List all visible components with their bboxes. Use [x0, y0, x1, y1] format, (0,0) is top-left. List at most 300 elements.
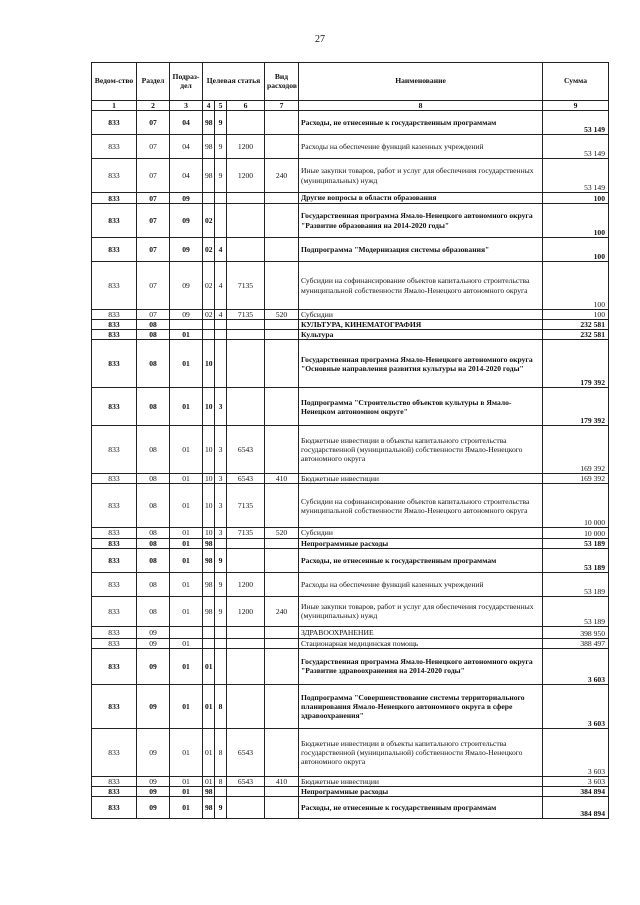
program-code-cell: 98 — [203, 111, 215, 135]
expense-type-cell — [265, 388, 299, 426]
program-code-cell: 01 — [203, 728, 215, 776]
podrazdel-cell: 01 — [170, 548, 203, 572]
sum-cell: 398 950 — [543, 626, 609, 638]
table-row — [92, 135, 609, 159]
vedomstvo-cell: 833 — [92, 135, 137, 159]
table-row — [92, 159, 609, 193]
name-cell: Другие вопросы в области образования — [299, 193, 543, 204]
table-row — [92, 330, 609, 340]
expense-type-cell: 520 — [265, 528, 299, 538]
direction-code-cell: 7135 — [227, 310, 265, 320]
vedomstvo-cell: 833 — [92, 484, 137, 528]
podrazdel-cell: 01 — [170, 596, 203, 626]
vedomstvo-cell: 833 — [92, 330, 137, 340]
subprogram-code-cell — [215, 786, 227, 796]
subprogram-code-cell: 4 — [215, 310, 227, 320]
subprogram-code-cell: 3 — [215, 474, 227, 484]
vedomstvo-cell: 833 — [92, 320, 137, 330]
podrazdel-cell: 01 — [170, 340, 203, 388]
razdel-cell: 08 — [137, 320, 170, 330]
table-row — [92, 484, 609, 528]
razdel-cell: 08 — [137, 340, 170, 388]
sum-cell: 100 — [543, 238, 609, 262]
name-cell: Культура — [299, 330, 543, 340]
vedomstvo-cell: 833 — [92, 310, 137, 320]
subprogram-code-cell: 9 — [215, 111, 227, 135]
direction-code-cell: 1200 — [227, 572, 265, 596]
podrazdel-cell: 01 — [170, 572, 203, 596]
table-row — [92, 310, 609, 320]
program-code-cell: 98 — [203, 796, 215, 818]
expense-type-cell — [265, 796, 299, 818]
subprogram-code-cell: 8 — [215, 728, 227, 776]
sum-cell: 100 — [543, 310, 609, 320]
vedomstvo-cell: 833 — [92, 159, 137, 193]
col-number: 9 — [543, 101, 609, 111]
expense-type-cell — [265, 330, 299, 340]
program-code-cell: 02 — [203, 310, 215, 320]
expense-type-cell: 240 — [265, 596, 299, 626]
sum-cell: 10 000 — [543, 484, 609, 528]
expense-type-cell — [265, 320, 299, 330]
razdel-cell: 08 — [137, 474, 170, 484]
direction-code-cell: 7135 — [227, 484, 265, 528]
direction-code-cell — [227, 786, 265, 796]
col-number: 7 — [265, 101, 299, 111]
vedomstvo-cell: 833 — [92, 728, 137, 776]
expense-type-cell — [265, 638, 299, 648]
table-row — [92, 776, 609, 786]
program-code-cell: 10 — [203, 528, 215, 538]
name-cell: Иные закупки товаров, работ и услуг для обеспечения государственных (муниципальных) нужд — [299, 159, 543, 193]
direction-code-cell: 1200 — [227, 596, 265, 626]
subprogram-code-cell: 9 — [215, 596, 227, 626]
name-cell: Государственная программа Ямало-Ненецкого автономного округа "Основные направления развития культуры на 2014-2020 годы" — [299, 340, 543, 388]
sum-cell: 53 149 — [543, 159, 609, 193]
header-vid-rashodov: Вид расходов — [265, 63, 299, 101]
table-row — [92, 728, 609, 776]
podrazdel-cell: 01 — [170, 638, 203, 648]
table-row — [92, 111, 609, 135]
name-cell: Расходы, не отнесенные к государственным программам — [299, 548, 543, 572]
vedomstvo-cell: 833 — [92, 193, 137, 204]
vedomstvo-cell: 833 — [92, 340, 137, 388]
vedomstvo-cell: 833 — [92, 776, 137, 786]
sum-cell: 10 000 — [543, 528, 609, 538]
direction-code-cell: 7135 — [227, 262, 265, 310]
subprogram-code-cell: 4 — [215, 262, 227, 310]
header-podrazdel: Подраз-дел — [170, 63, 203, 101]
subprogram-code-cell — [215, 320, 227, 330]
table-row — [92, 684, 609, 728]
name-cell: Иные закупки товаров, работ и услуг для обеспечения государственных (муниципальных) нужд — [299, 596, 543, 626]
direction-code-cell — [227, 193, 265, 204]
program-code-cell: 98 — [203, 596, 215, 626]
program-code-cell — [203, 330, 215, 340]
sum-cell: 100 — [543, 193, 609, 204]
sum-cell: 3 603 — [543, 684, 609, 728]
sum-cell: 3 603 — [543, 776, 609, 786]
program-code-cell: 98 — [203, 572, 215, 596]
podrazdel-cell — [170, 320, 203, 330]
col-number: 8 — [299, 101, 543, 111]
sum-cell: 169 392 — [543, 474, 609, 484]
table-row — [92, 572, 609, 596]
sum-cell: 384 894 — [543, 796, 609, 818]
vedomstvo-cell: 833 — [92, 204, 137, 238]
expense-type-cell — [265, 193, 299, 204]
vedomstvo-cell: 833 — [92, 528, 137, 538]
direction-code-cell — [227, 684, 265, 728]
table-row — [92, 474, 609, 484]
subprogram-code-cell: 4 — [215, 238, 227, 262]
table-row — [92, 596, 609, 626]
col-number: 6 — [227, 101, 265, 111]
sum-cell: 53 189 — [543, 572, 609, 596]
col-number: 2 — [137, 101, 170, 111]
table-row — [92, 193, 609, 204]
podrazdel-cell: 01 — [170, 528, 203, 538]
program-code-cell: 98 — [203, 135, 215, 159]
sum-cell: 3 603 — [543, 728, 609, 776]
razdel-cell: 09 — [137, 786, 170, 796]
subprogram-code-cell — [215, 648, 227, 684]
expense-type-cell — [265, 648, 299, 684]
table-row — [92, 204, 609, 238]
subprogram-code-cell: 9 — [215, 135, 227, 159]
budget-table — [91, 62, 609, 819]
header-summa: Сумма — [543, 63, 609, 101]
direction-code-cell — [227, 626, 265, 638]
expense-type-cell — [265, 786, 299, 796]
podrazdel-cell: 01 — [170, 484, 203, 528]
vedomstvo-cell: 833 — [92, 262, 137, 310]
expense-type-cell: 240 — [265, 159, 299, 193]
expense-type-cell — [265, 135, 299, 159]
razdel-cell: 07 — [137, 310, 170, 320]
program-code-cell: 02 — [203, 238, 215, 262]
direction-code-cell: 1200 — [227, 159, 265, 193]
program-code-cell — [203, 320, 215, 330]
direction-code-cell — [227, 538, 265, 548]
direction-code-cell — [227, 330, 265, 340]
subprogram-code-cell: 9 — [215, 796, 227, 818]
razdel-cell: 08 — [137, 426, 170, 474]
table-row — [92, 538, 609, 548]
column-number-row — [92, 101, 609, 111]
vedomstvo-cell: 833 — [92, 638, 137, 648]
podrazdel-cell: 01 — [170, 388, 203, 426]
name-cell: Государственная программа Ямало-Ненецкого автономного округа "Развитие образования на 2014-2020 годы" — [299, 204, 543, 238]
podrazdel-cell: 09 — [170, 204, 203, 238]
vedomstvo-cell: 833 — [92, 596, 137, 626]
program-code-cell — [203, 626, 215, 638]
razdel-cell: 09 — [137, 776, 170, 786]
table-row — [92, 426, 609, 474]
program-code-cell: 01 — [203, 684, 215, 728]
table-row — [92, 320, 609, 330]
name-cell: Расходы, не отнесенные к государственным программам — [299, 796, 543, 818]
table-row — [92, 648, 609, 684]
podrazdel-cell: 01 — [170, 426, 203, 474]
subprogram-code-cell: 3 — [215, 528, 227, 538]
program-code-cell: 01 — [203, 648, 215, 684]
table-row — [92, 626, 609, 638]
vedomstvo-cell: 833 — [92, 572, 137, 596]
direction-code-cell: 6543 — [227, 776, 265, 786]
subprogram-code-cell — [215, 638, 227, 648]
razdel-cell: 09 — [137, 728, 170, 776]
expense-type-cell — [265, 340, 299, 388]
direction-code-cell — [227, 111, 265, 135]
podrazdel-cell: 09 — [170, 238, 203, 262]
expense-type-cell — [265, 484, 299, 528]
sum-cell: 169 392 — [543, 426, 609, 474]
program-code-cell: 10 — [203, 474, 215, 484]
direction-code-cell — [227, 388, 265, 426]
expense-type-cell — [265, 238, 299, 262]
program-code-cell: 01 — [203, 776, 215, 786]
name-cell: КУЛЬТУРА, КИНЕМАТОГРАФИЯ — [299, 320, 543, 330]
expense-type-cell: 410 — [265, 776, 299, 786]
sum-cell: 232 581 — [543, 330, 609, 340]
vedomstvo-cell: 833 — [92, 111, 137, 135]
table-row — [92, 796, 609, 818]
table-row — [92, 340, 609, 388]
name-cell: Непрограммные расходы — [299, 786, 543, 796]
program-code-cell: 10 — [203, 484, 215, 528]
expense-type-cell — [265, 204, 299, 238]
razdel-cell: 09 — [137, 648, 170, 684]
program-code-cell: 10 — [203, 388, 215, 426]
program-code-cell: 98 — [203, 548, 215, 572]
program-code-cell: 98 — [203, 159, 215, 193]
podrazdel-cell: 01 — [170, 776, 203, 786]
sum-cell: 100 — [543, 262, 609, 310]
razdel-cell: 08 — [137, 572, 170, 596]
table-body — [92, 111, 609, 819]
sum-cell: 384 894 — [543, 786, 609, 796]
sum-cell: 232 581 — [543, 320, 609, 330]
subprogram-code-cell: 3 — [215, 484, 227, 528]
razdel-cell: 08 — [137, 548, 170, 572]
expense-type-cell — [265, 728, 299, 776]
name-cell: Расходы на обеспечение функций казенных учреждений — [299, 572, 543, 596]
subprogram-code-cell — [215, 340, 227, 388]
expense-type-cell: 520 — [265, 310, 299, 320]
vedomstvo-cell: 833 — [92, 548, 137, 572]
razdel-cell: 07 — [137, 204, 170, 238]
sum-cell: 53 189 — [543, 538, 609, 548]
vedomstvo-cell: 833 — [92, 796, 137, 818]
name-cell: Расходы, не отнесенные к государственным программам — [299, 111, 543, 135]
podrazdel-cell: 01 — [170, 796, 203, 818]
direction-code-cell: 6543 — [227, 728, 265, 776]
razdel-cell: 08 — [137, 484, 170, 528]
header-naimenovanie: Наименование — [299, 63, 543, 101]
razdel-cell: 07 — [137, 238, 170, 262]
table-row — [92, 528, 609, 538]
podrazdel-cell: 01 — [170, 330, 203, 340]
table-row — [92, 638, 609, 648]
page-number: 27 — [315, 34, 325, 45]
name-cell: Расходы на обеспечение функций казенных учреждений — [299, 135, 543, 159]
col-number: 3 — [170, 101, 203, 111]
subprogram-code-cell — [215, 626, 227, 638]
name-cell: Подпрограмма "Совершенствование системы территориального планирования Ямало-Ненецкого автономного округа в сфере здравоохранения" — [299, 684, 543, 728]
name-cell: Бюджетные инвестиции — [299, 776, 543, 786]
subprogram-code-cell: 9 — [215, 572, 227, 596]
podrazdel-cell: 04 — [170, 111, 203, 135]
vedomstvo-cell: 833 — [92, 786, 137, 796]
name-cell: Субсидии — [299, 528, 543, 538]
podrazdel-cell: 09 — [170, 310, 203, 320]
razdel-cell: 07 — [137, 111, 170, 135]
col-number: 1 — [92, 101, 137, 111]
direction-code-cell — [227, 320, 265, 330]
header-vedomstvo: Ведом-ство — [92, 63, 137, 101]
direction-code-cell: 7135 — [227, 528, 265, 538]
sum-cell: 53 189 — [543, 596, 609, 626]
name-cell: Субсидии — [299, 310, 543, 320]
col-number: 4 — [203, 101, 215, 111]
razdel-cell: 07 — [137, 262, 170, 310]
podrazdel-cell: 04 — [170, 135, 203, 159]
expense-type-cell — [265, 426, 299, 474]
expense-type-cell — [265, 572, 299, 596]
podrazdel-cell: 01 — [170, 474, 203, 484]
razdel-cell: 08 — [137, 528, 170, 538]
table-row — [92, 548, 609, 572]
vedomstvo-cell: 833 — [92, 684, 137, 728]
subprogram-code-cell: 3 — [215, 388, 227, 426]
razdel-cell: 07 — [137, 193, 170, 204]
table-row — [92, 388, 609, 426]
razdel-cell: 09 — [137, 626, 170, 638]
program-code-cell: 02 — [203, 262, 215, 310]
table-row — [92, 238, 609, 262]
header-celevaya-statya: Целевая статья — [203, 63, 265, 101]
sum-cell: 179 392 — [543, 388, 609, 426]
program-code-cell: 02 — [203, 204, 215, 238]
name-cell: Подпрограмма "Строительство объектов культуры в Ямало-Ненецком автономном округе" — [299, 388, 543, 426]
razdel-cell: 09 — [137, 684, 170, 728]
program-code-cell: 10 — [203, 426, 215, 474]
name-cell: ЗДРАВООХРАНЕНИЕ — [299, 626, 543, 638]
subprogram-code-cell — [215, 538, 227, 548]
sum-cell: 179 392 — [543, 340, 609, 388]
expense-type-cell — [265, 548, 299, 572]
sum-cell: 100 — [543, 204, 609, 238]
subprogram-code-cell: 8 — [215, 684, 227, 728]
expense-type-cell — [265, 626, 299, 638]
subprogram-code-cell — [215, 204, 227, 238]
razdel-cell: 09 — [137, 638, 170, 648]
expense-type-cell — [265, 262, 299, 310]
razdel-cell: 08 — [137, 388, 170, 426]
subprogram-code-cell — [215, 193, 227, 204]
name-cell: Субсидии на софинансирование объектов капитального строительства муниципальной собственности Ямало-Ненецкого автономного округа — [299, 484, 543, 528]
program-code-cell: 98 — [203, 538, 215, 548]
sum-cell: 53 149 — [543, 111, 609, 135]
razdel-cell: 08 — [137, 538, 170, 548]
table-row — [92, 262, 609, 310]
direction-code-cell — [227, 238, 265, 262]
name-cell: Подпрограмма "Модернизация системы образования" — [299, 238, 543, 262]
subprogram-code-cell: 9 — [215, 159, 227, 193]
podrazdel-cell: 04 — [170, 159, 203, 193]
subprogram-code-cell — [215, 330, 227, 340]
table-row — [92, 786, 609, 796]
podrazdel-cell: 09 — [170, 262, 203, 310]
podrazdel-cell: 01 — [170, 728, 203, 776]
direction-code-cell — [227, 204, 265, 238]
program-code-cell — [203, 638, 215, 648]
vedomstvo-cell: 833 — [92, 388, 137, 426]
direction-code-cell: 1200 — [227, 135, 265, 159]
podrazdel-cell: 01 — [170, 648, 203, 684]
razdel-cell: 09 — [137, 796, 170, 818]
podrazdel-cell: 01 — [170, 684, 203, 728]
razdel-cell: 08 — [137, 596, 170, 626]
direction-code-cell — [227, 638, 265, 648]
sum-cell: 388 497 — [543, 638, 609, 648]
expense-type-cell — [265, 538, 299, 548]
vedomstvo-cell: 833 — [92, 648, 137, 684]
razdel-cell: 07 — [137, 159, 170, 193]
expense-type-cell: 410 — [265, 474, 299, 484]
subprogram-code-cell: 9 — [215, 548, 227, 572]
sum-cell: 53 189 — [543, 548, 609, 572]
col-number: 5 — [215, 101, 227, 111]
razdel-cell: 08 — [137, 330, 170, 340]
name-cell: Бюджетные инвестиции в объекты капитального строительства государственной (муниципальной) собственности Ямало-Ненецкого автономного округа — [299, 728, 543, 776]
program-code-cell: 98 — [203, 786, 215, 796]
vedomstvo-cell: 833 — [92, 474, 137, 484]
header-razdel: Раздел — [137, 63, 170, 101]
razdel-cell: 07 — [137, 135, 170, 159]
name-cell: Субсидии на софинансирование объектов капитального строительства муниципальной собственности Ямало-Ненецкого автономного округа — [299, 262, 543, 310]
expense-type-cell — [265, 684, 299, 728]
direction-code-cell — [227, 548, 265, 572]
podrazdel-cell — [170, 626, 203, 638]
direction-code-cell — [227, 796, 265, 818]
name-cell: Стационарная медицинская помощь — [299, 638, 543, 648]
direction-code-cell — [227, 648, 265, 684]
name-cell: Бюджетные инвестиции — [299, 474, 543, 484]
sum-cell: 53 149 — [543, 135, 609, 159]
vedomstvo-cell: 833 — [92, 538, 137, 548]
direction-code-cell: 6543 — [227, 426, 265, 474]
direction-code-cell: 6543 — [227, 474, 265, 484]
program-code-cell — [203, 193, 215, 204]
podrazdel-cell: 01 — [170, 538, 203, 548]
podrazdel-cell: 01 — [170, 786, 203, 796]
direction-code-cell — [227, 340, 265, 388]
vedomstvo-cell: 833 — [92, 426, 137, 474]
expense-type-cell — [265, 111, 299, 135]
name-cell: Государственная программа Ямало-Ненецкого автономного округа "Развитие здравоохранения на 2014-2020 годы" — [299, 648, 543, 684]
name-cell: Бюджетные инвестиции в объекты капитального строительства государственной (муниципальной) собственности Ямало-Ненецкого автономного округа — [299, 426, 543, 474]
program-code-cell: 10 — [203, 340, 215, 388]
subprogram-code-cell: 8 — [215, 776, 227, 786]
name-cell: Непрограммные расходы — [299, 538, 543, 548]
podrazdel-cell: 09 — [170, 193, 203, 204]
header-row — [92, 63, 609, 101]
vedomstvo-cell: 833 — [92, 238, 137, 262]
vedomstvo-cell: 833 — [92, 626, 137, 638]
subprogram-code-cell: 3 — [215, 426, 227, 474]
